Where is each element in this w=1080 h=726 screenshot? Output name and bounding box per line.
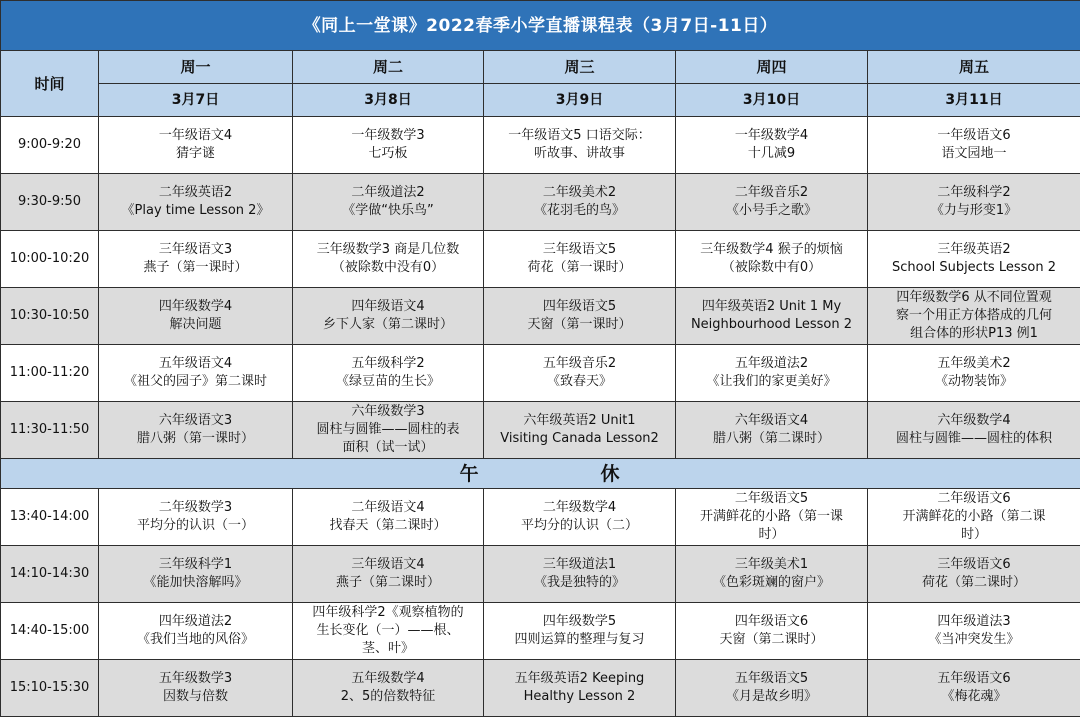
lesson-cell: 二年级科学2 《力与形变1》	[868, 174, 1080, 231]
lesson-cell: 六年级数学3 圆柱与圆锥——圆柱的表 面积（试一试）	[293, 402, 484, 459]
title-row	[1, 1, 1080, 51]
lesson-cell: 一年级数学3 七巧板	[293, 117, 484, 174]
date-thursday: 3月10日	[676, 84, 868, 117]
time-slot: 10:00-10:20	[1, 231, 99, 288]
lesson-cell: 三年级语文3 燕子（第一课时）	[99, 231, 293, 288]
time-slot: 15:10-15:30	[1, 660, 99, 717]
lesson-cell: 五年级数学4 2、5的倍数特征	[293, 660, 484, 717]
lesson-cell: 六年级英语2 Unit1 Visiting Canada Lesson2	[484, 402, 676, 459]
weekday-monday: 周一	[99, 51, 293, 84]
schedule-row	[1, 174, 1080, 231]
schedule-row	[1, 345, 1080, 402]
lesson-cell: 二年级英语2 《Play time Lesson 2》	[99, 174, 293, 231]
schedule-row	[1, 288, 1080, 345]
lesson-cell: 四年级语文6 天窗（第二课时）	[676, 603, 868, 660]
lesson-cell: 五年级语文4 《祖父的园子》第二课时	[99, 345, 293, 402]
lesson-cell: 三年级美术1 《色彩斑斓的窗户》	[676, 546, 868, 603]
lesson-cell: 二年级道法2 《学做“快乐鸟”	[293, 174, 484, 231]
lesson-cell: 五年级数学3 因数与倍数	[99, 660, 293, 717]
schedule-row	[1, 402, 1080, 459]
lesson-cell: 三年级语文6 荷花（第二课时）	[868, 546, 1080, 603]
lesson-cell: 四年级数学5 四则运算的整理与复习	[484, 603, 676, 660]
time-slot: 9:00-9:20	[1, 117, 99, 174]
date-friday: 3月11日	[868, 84, 1080, 117]
schedule-row	[1, 117, 1080, 174]
lesson-cell: 三年级语文4 燕子（第二课时）	[293, 546, 484, 603]
lesson-cell: 四年级道法2 《我们当地的风俗》	[99, 603, 293, 660]
lesson-cell: 一年级语文6 语文园地一	[868, 117, 1080, 174]
lesson-cell: 三年级英语2 School Subjects Lesson 2	[868, 231, 1080, 288]
lesson-cell: 六年级语文4 腊八粥（第二课时）	[676, 402, 868, 459]
lesson-cell: 六年级语文3 腊八粥（第一课时）	[99, 402, 293, 459]
lunch-break-char: 午	[459, 462, 481, 485]
lunch-break-char: 休	[600, 462, 622, 485]
time-slot: 11:30-11:50	[1, 402, 99, 459]
lesson-cell: 四年级数学4 解决问题	[99, 288, 293, 345]
schedule-row	[1, 660, 1080, 717]
lesson-cell: 三年级科学1 《能加快溶解吗》	[99, 546, 293, 603]
weekday-friday: 周五	[868, 51, 1080, 84]
lesson-cell: 四年级数学6 从不同位置观 察一个用正方体搭成的几何 组合体的形状P13 例1	[868, 288, 1080, 345]
date-wednesday: 3月9日	[484, 84, 676, 117]
lesson-cell: 三年级语文5 荷花（第一课时）	[484, 231, 676, 288]
lesson-cell: 二年级数学4 平均分的认识（二）	[484, 489, 676, 546]
lunch-break-label	[1, 459, 1080, 489]
lesson-cell: 四年级语文4 乡下人家（第二课时）	[293, 288, 484, 345]
lesson-cell: 四年级科学2《观察植物的 生长变化（一）——根、 茎、叶》	[293, 603, 484, 660]
schedule-title: 《同上一堂课》2022春季小学直播课程表（3月7日-11日）	[1, 1, 1080, 51]
lesson-cell: 五年级音乐2 《致春天》	[484, 345, 676, 402]
lesson-cell: 二年级语文6 开满鲜花的小路（第二课 时）	[868, 489, 1080, 546]
schedule-row	[1, 489, 1080, 546]
weekday-tuesday: 周二	[293, 51, 484, 84]
time-slot: 11:00-11:20	[1, 345, 99, 402]
time-slot: 10:30-10:50	[1, 288, 99, 345]
lesson-cell: 二年级美术2 《花羽毛的鸟》	[484, 174, 676, 231]
weekday-header-row	[1, 51, 1080, 84]
lesson-cell: 一年级语文4 猜字谜	[99, 117, 293, 174]
time-column-header: 时间	[1, 51, 99, 117]
date-header-row	[1, 84, 1080, 117]
lesson-cell: 五年级道法2 《让我们的家更美好》	[676, 345, 868, 402]
time-slot: 13:40-14:00	[1, 489, 99, 546]
lesson-cell: 一年级语文5 口语交际： 听故事、讲故事	[484, 117, 676, 174]
lunch-break-row	[1, 459, 1080, 489]
lesson-cell: 二年级语文4 找春天（第二课时）	[293, 489, 484, 546]
weekday-wednesday: 周三	[484, 51, 676, 84]
lesson-cell: 三年级道法1 《我是独特的》	[484, 546, 676, 603]
lesson-cell: 一年级数学4 十几减9	[676, 117, 868, 174]
lesson-cell: 五年级英语2 Keeping Healthy Lesson 2	[484, 660, 676, 717]
lesson-cell: 五年级语文5 《月是故乡明》	[676, 660, 868, 717]
date-tuesday: 3月8日	[293, 84, 484, 117]
lesson-cell: 二年级语文5 开满鲜花的小路（第一课 时）	[676, 489, 868, 546]
lesson-cell: 三年级数学4 猴子的烦恼 （被除数中有0）	[676, 231, 868, 288]
lesson-cell: 五年级科学2 《绿豆苗的生长》	[293, 345, 484, 402]
schedule-row	[1, 231, 1080, 288]
schedule-row	[1, 546, 1080, 603]
lesson-cell: 四年级道法3 《当冲突发生》	[868, 603, 1080, 660]
time-slot: 14:40-15:00	[1, 603, 99, 660]
time-slot: 9:30-9:50	[1, 174, 99, 231]
schedule-row	[1, 603, 1080, 660]
lesson-cell: 五年级语文6 《梅花魂》	[868, 660, 1080, 717]
time-slot: 14:10-14:30	[1, 546, 99, 603]
lesson-cell: 二年级数学3 平均分的认识（一）	[99, 489, 293, 546]
lesson-cell: 二年级音乐2 《小号手之歌》	[676, 174, 868, 231]
lesson-cell: 六年级数学4 圆柱与圆锥——圆柱的体积	[868, 402, 1080, 459]
lesson-cell: 三年级数学3 商是几位数 （被除数中没有0）	[293, 231, 484, 288]
lesson-cell: 五年级美术2 《动物装饰》	[868, 345, 1080, 402]
date-monday: 3月7日	[99, 84, 293, 117]
weekday-thursday: 周四	[676, 51, 868, 84]
lesson-cell: 四年级语文5 天窗（第一课时）	[484, 288, 676, 345]
lesson-cell: 四年级英语2 Unit 1 My Neighbourhood Lesson 2	[676, 288, 868, 345]
